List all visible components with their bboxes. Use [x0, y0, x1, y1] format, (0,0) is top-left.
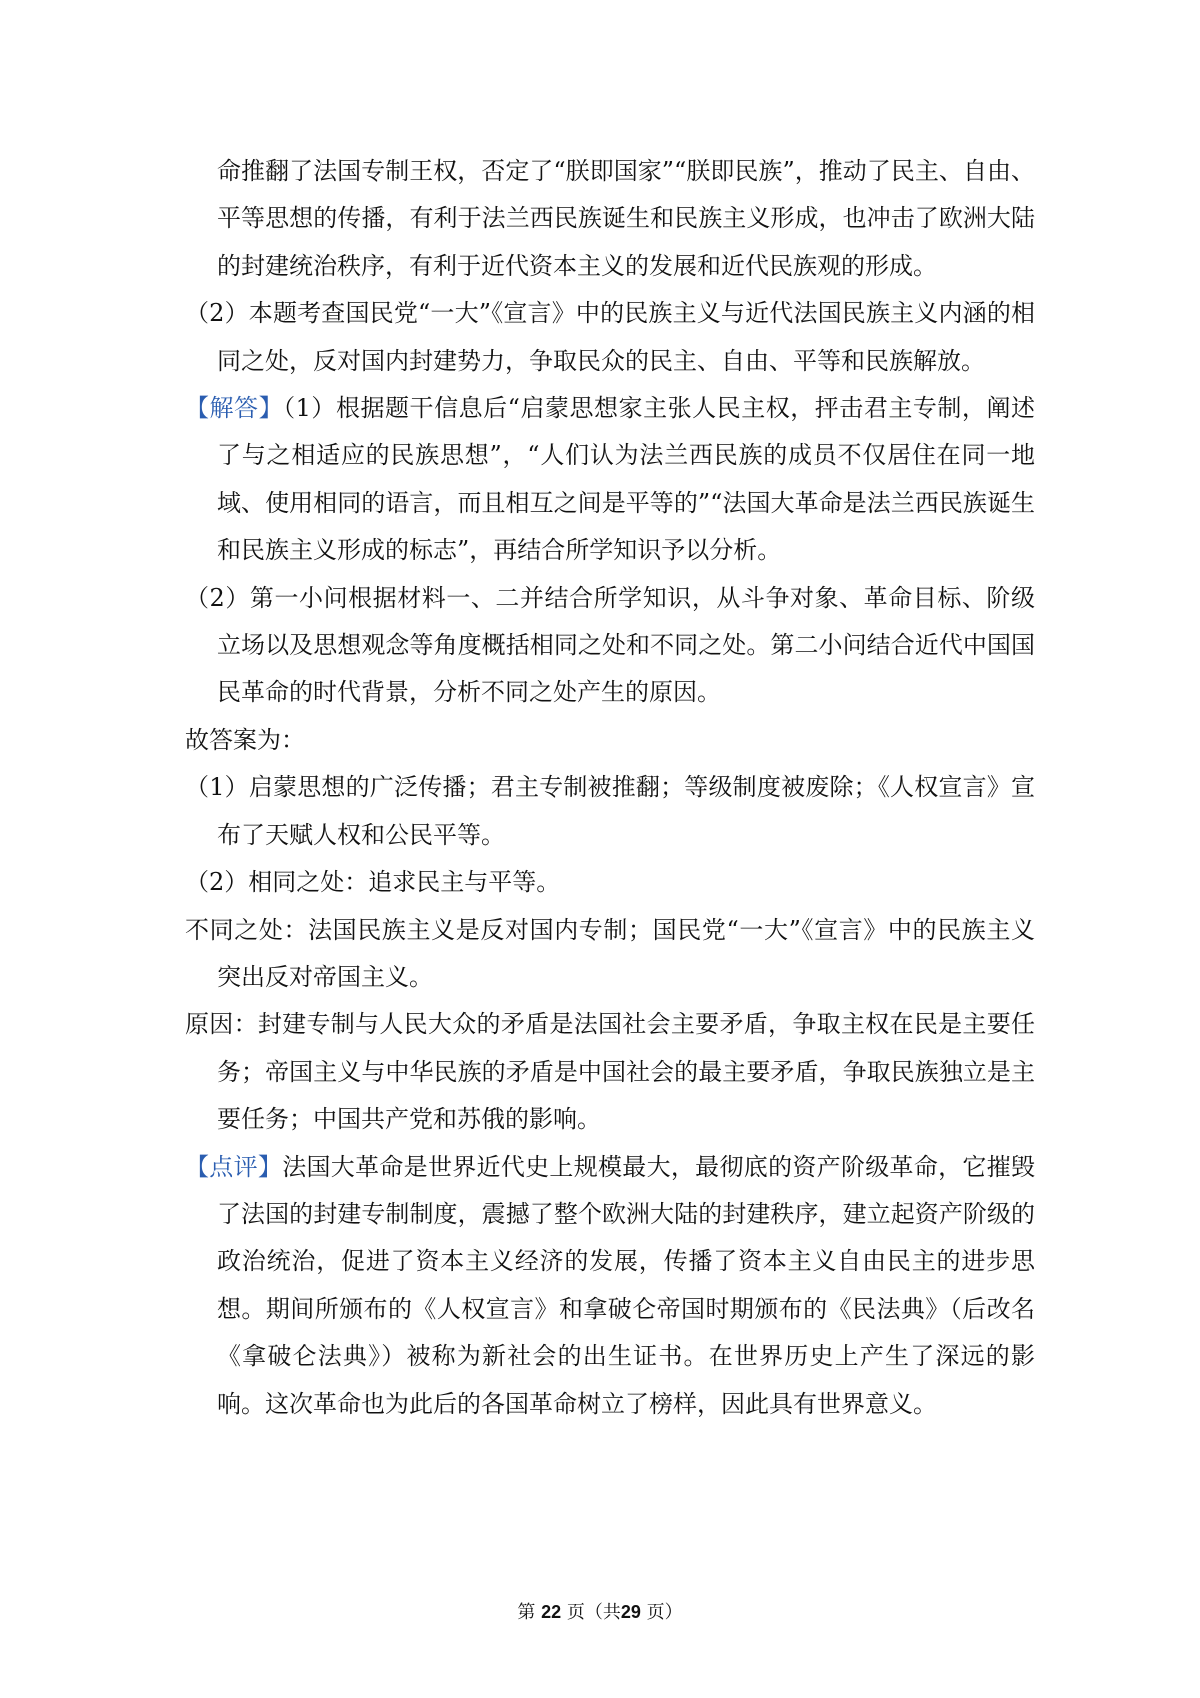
paragraph-answer-1	[185, 385, 1035, 575]
comment-text: 法国大革命是世界近代史上规模最大，最彻底的资产阶级革命，它摧毁了法国的封建专制制度，震撼了整个欧洲大陆的封建秩序，建立起资产阶级的政治统治，促进了资本主义经济的发展，传播了资本主义自由民主的进步思想。期间所颁布的《人权宣言》和拿破仑帝国时期颁布的《民法典》（后改名《拿破仑法典》）被称为新社会的出生证书。在世界历史上产生了深远的影响。这次革命也为此后的各国革命树立了榜样，因此具有世界意义。	[217, 1152, 1036, 1418]
paragraph-answer-2: （2）第一小问根据材料一、二并结合所学知识，从斗争对象、革命目标、阶级立场以及思想观念等角度概括相同之处和不同之处。第二小问结合近代中国国民革命的时代背景，分析不同之处产生的原因。	[185, 583, 1035, 707]
footer-suffix: 页）	[646, 1602, 683, 1623]
page-content	[185, 148, 1035, 1428]
paragraph-continued-analysis: 命推翻了法国专制王权，否定了“朕即国家”“朕即民族”，推动了民主、自由、平等思想的传播，有利于法兰西民族诞生和民族主义形成，也冲击了欧洲大陆的封建统治秩序，有利于近代资本主义的发展和近代民族观的形成。	[217, 157, 1035, 280]
footer-prefix: 第	[517, 1602, 536, 1623]
paragraph-differences: 不同之处：法国民族主义是反对国内专制；国民党“一大”《宣言》中的民族主义突出反对帝国主义。	[185, 915, 1035, 991]
paragraph-reasons: 原因：封建专制与人民大众的矛盾是法国社会主要矛盾，争取主权在民是主要任务；帝国主义与中华民族的矛盾是中国社会的最主要矛盾，争取民族独立是主要任务；中国共产党和苏俄的影响。	[185, 1010, 1035, 1134]
paragraph-comment	[185, 1144, 1035, 1428]
paragraph-therefore: 故答案为：	[185, 725, 305, 754]
footer-total-pages: 29	[620, 1602, 641, 1622]
footer-middle: 页（共	[566, 1602, 621, 1623]
footer-current-page: 22	[541, 1602, 562, 1622]
page-footer	[0, 1598, 1200, 1624]
comment-tag: 【点评】	[185, 1152, 283, 1181]
answer-tag: 【解答】	[185, 394, 284, 423]
paragraph-analysis-2: （2）本题考查国民党“一大”《宣言》中的民族主义与近代法国民族主义内涵的相同之处，反对国内封建势力，争取民众的民主、自由、平等和民族解放。	[185, 299, 1035, 375]
answer-1-text: （1）根据题干信息后“启蒙思想家主张人民主权，抨击君主专制，阐述了与之相适应的民族思想”，“人们认为法兰西民族的成员不仅居住在同一地域、使用相同的语言，而且相互之间是平等的”“法国大革命是法兰西民族诞生和民族主义形成的标志”，再结合所学知识予以分析。	[217, 394, 1035, 565]
paragraph-final-answer-2: （2）相同之处：追求民主与平等。	[185, 868, 561, 897]
paragraph-final-answer-1: （1）启蒙思想的广泛传播；君主专制被推翻；等级制度被废除；《人权宣言》宣布了天赋人权和公民平等。	[185, 773, 1035, 849]
